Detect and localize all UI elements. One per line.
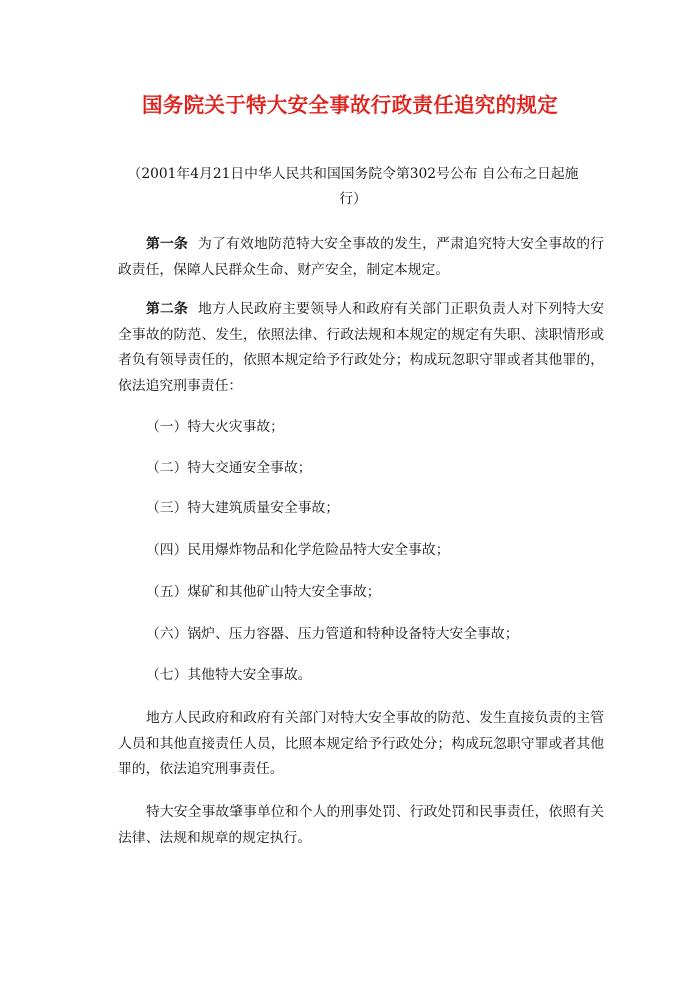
article-1-text: 为了有效地防范特大安全事故的发生，严肃追究特大安全事故的行政责任，保障人民群众生命、财产安全，制定本规定。	[118, 236, 605, 278]
list-item: （七）其他特大安全事故。	[146, 667, 312, 683]
article-2-label: 第二条	[146, 301, 189, 317]
article-2-text: 地方人民政府主要领导人和政府有关部门正职负责人对下列特大安全事故的防范、发生，依照法律、行政法规和本规定的规定有失职、渎职情形或者负有领导责任的，依照本规定给予行政处分；构成玩忽职守罪或者其他罪的，依法追究刑事责任：	[118, 301, 605, 394]
document-title: 国务院关于特大安全事故行政责任追究的规定	[142, 93, 558, 117]
list-item: （五）煤矿和其他矿山特大安全事故；	[146, 584, 381, 600]
paragraph-4: 特大安全事故肇事单位和个人的刑事处罚、行政处罚和民事责任，依照有关法律、法规和规章的规定执行。	[118, 804, 604, 846]
list-item: （四）民用爆炸物品和化学危险品特大安全事故；	[146, 542, 450, 558]
paragraph-3: 地方人民政府和政府有关部门对特大安全事故的防范、发生直接负责的主管人员和其他直接责任人员，比照本规定给予行政处分；构成玩忽职守罪或者其他罪的，依法追究刑事责任。	[118, 710, 604, 777]
list-item: （三）特大建筑质量安全事故；	[146, 500, 340, 516]
article-2	[118, 297, 604, 399]
article-1-label: 第一条	[146, 236, 189, 252]
article-1	[118, 232, 604, 283]
document-subtitle: （2001年4月21日中华人民共和国国务院令第302号公布 自公布之日起施行）	[127, 166, 579, 207]
list-item: （二）特大交通安全事故；	[146, 460, 312, 476]
list-item: （一）特大火灾事故；	[146, 419, 284, 435]
list-item: （六）锅炉、压力容器、压力管道和特种设备特大安全事故；	[146, 626, 519, 642]
